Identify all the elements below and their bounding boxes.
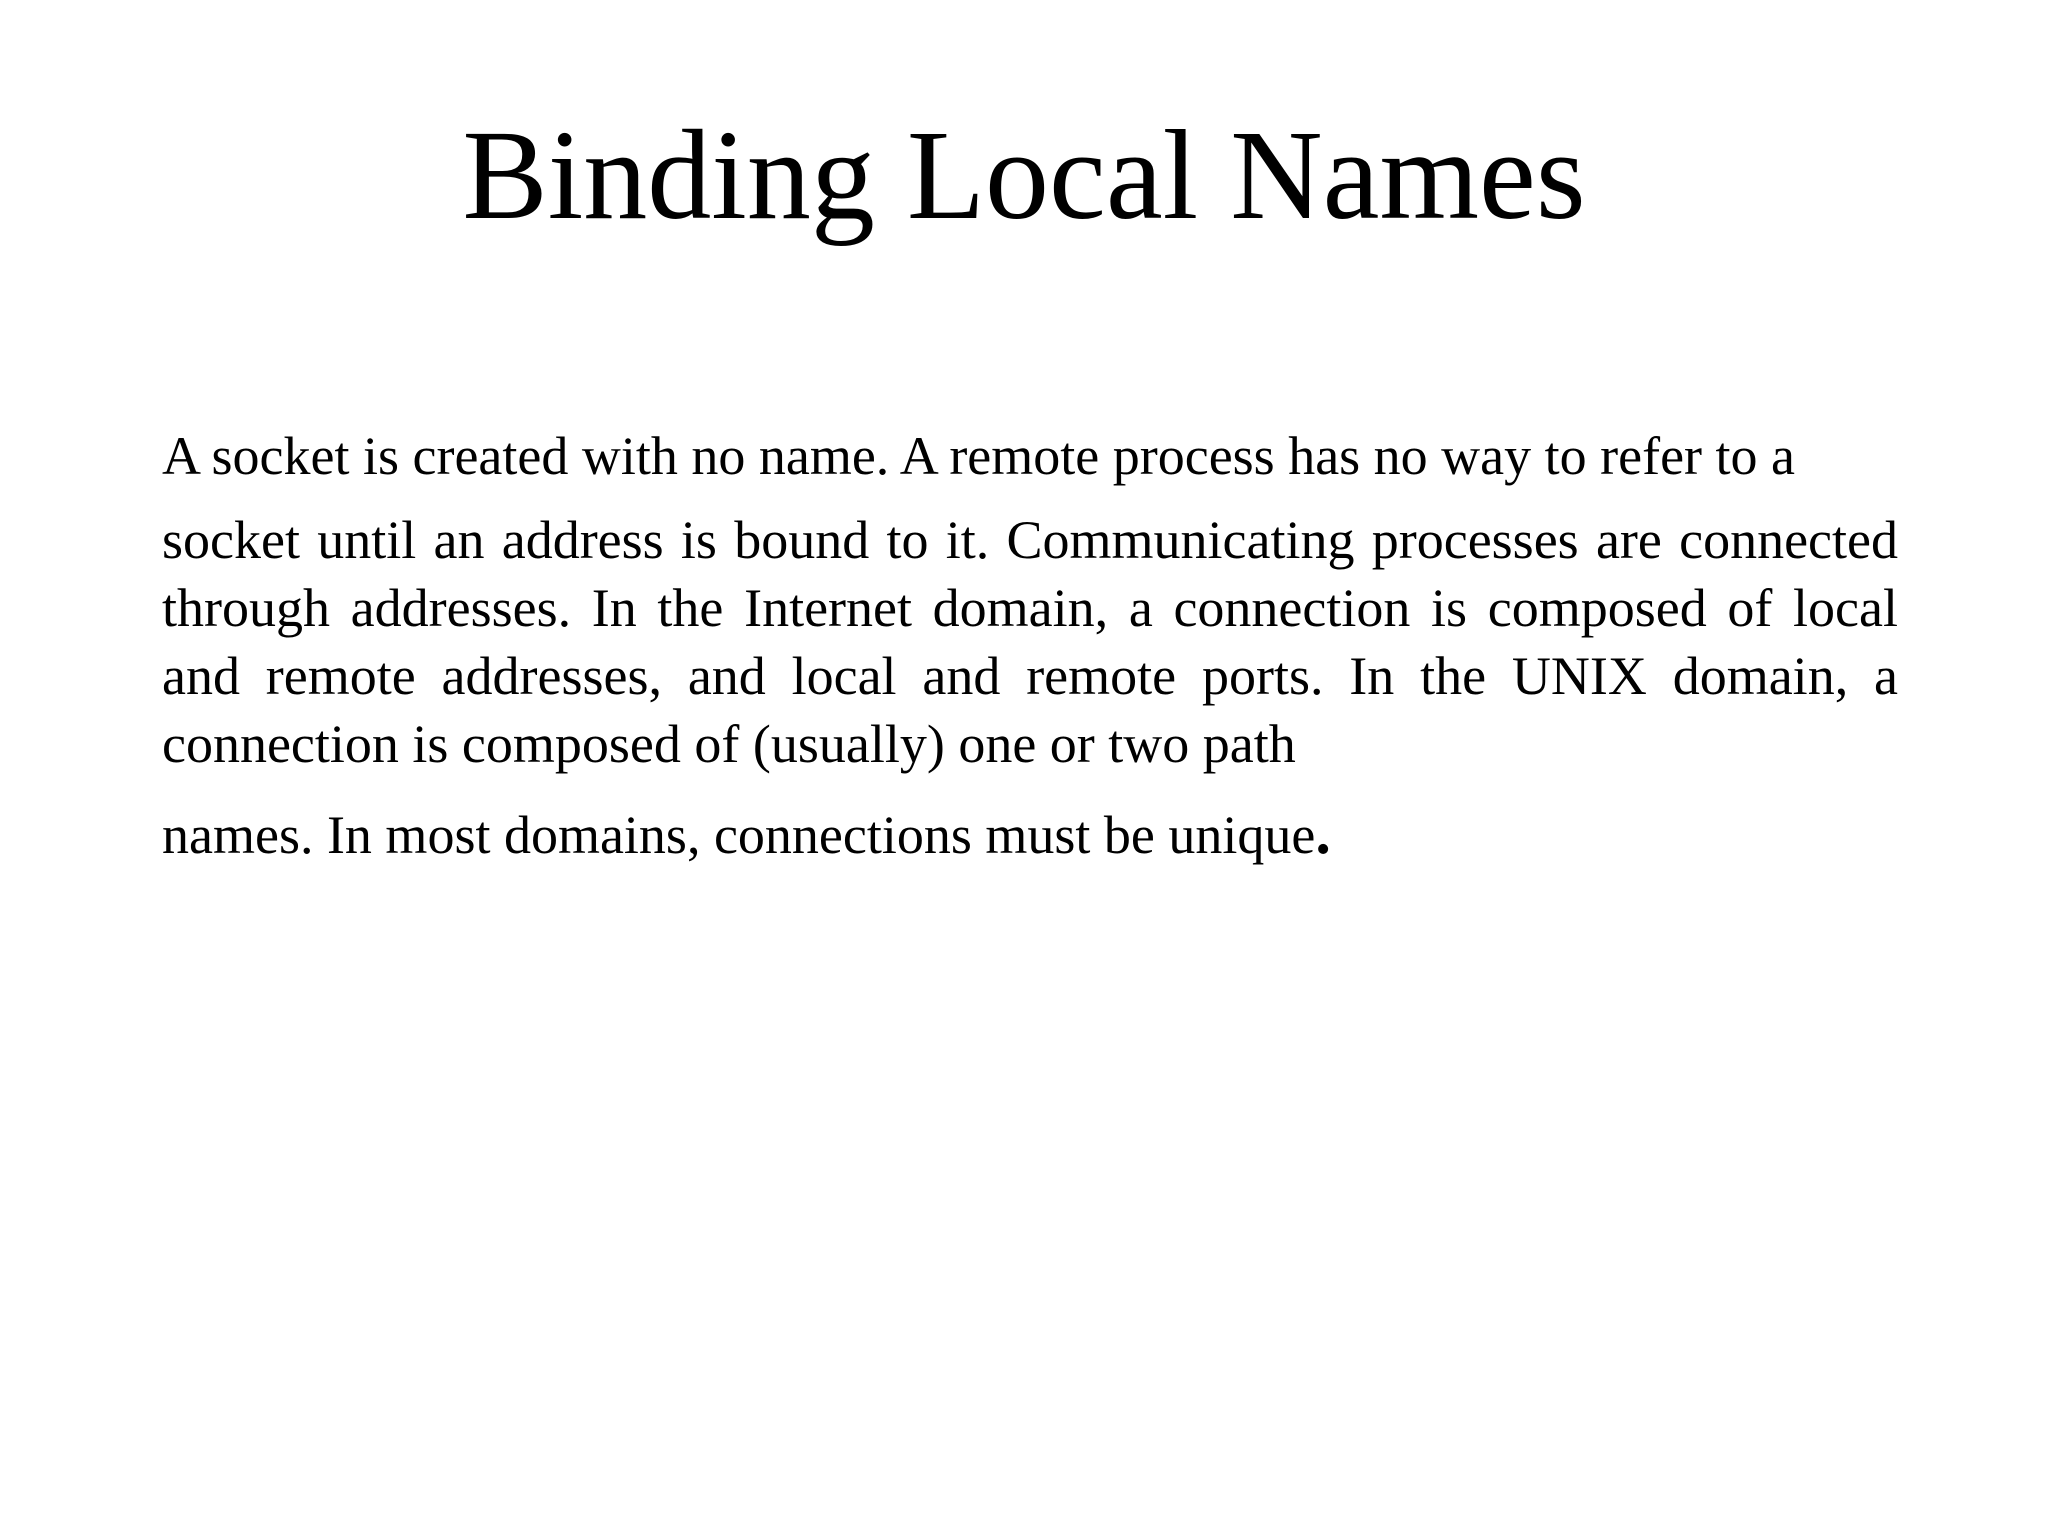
- slide-title: Binding Local Names: [462, 104, 1586, 246]
- body-paragraph-intro: A socket is created with no name. A remote process has no way to refer to a: [162, 426, 1795, 486]
- body-paragraph-final-text: names. In most domains, connections must be unique: [162, 805, 1316, 865]
- slide-body: [162, 422, 1898, 869]
- body-paragraph-main: socket until an address is bound to it. Communicating processes are connected through addresses. In the Internet domain, a connection is composed of local and remote addresses, and local and remote ports. In the UNIX domain, a connection is composed of (usually) one or two path: [162, 510, 1898, 774]
- body-paragraph-final-period: .: [1315, 799, 1331, 867]
- body-paragraph-final: [162, 799, 1898, 869]
